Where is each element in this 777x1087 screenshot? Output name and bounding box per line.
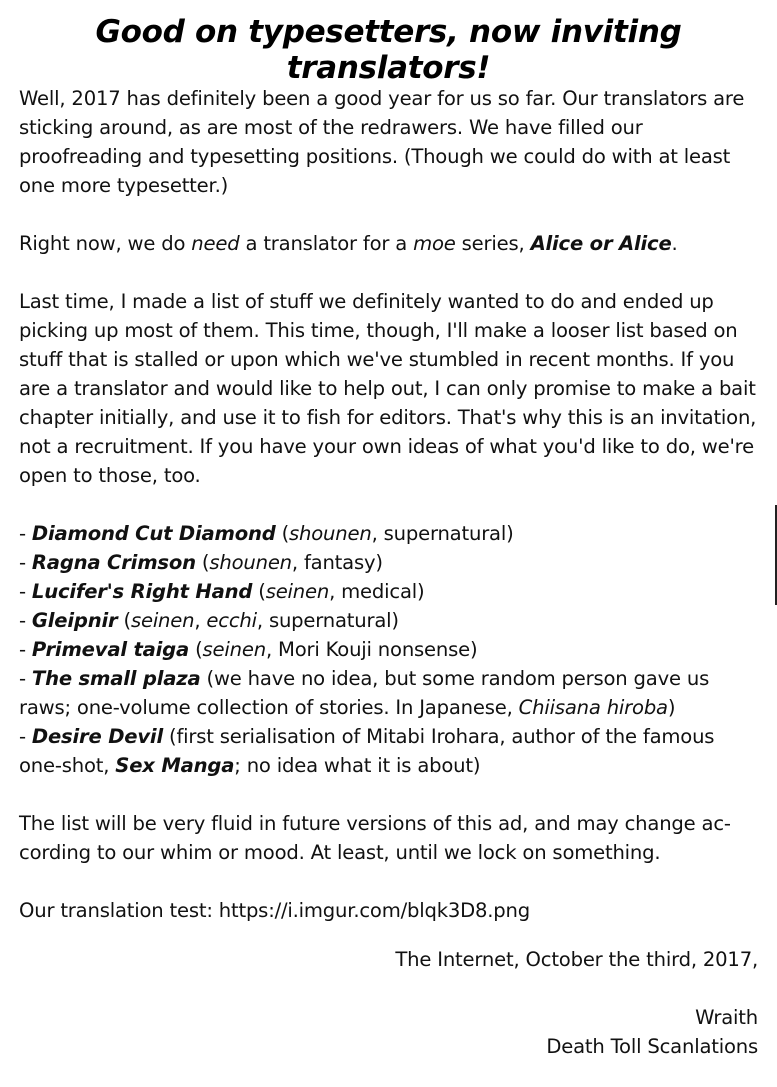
list-item: - Lucifer's Right Hand (seinen, medical): [19, 580, 425, 603]
paragraph-fluid: The list will be very fluid in future versions of this ad, and may change ac- cording to our whim or mood. At least, until we lock on something.: [19, 812, 731, 864]
list-item: - Desire Devil (first serialisation of Mitabi Irohara, author of the famous one-shot, Sex Manga; no idea what it is about): [19, 725, 715, 777]
place-date: The Internet, October the third, 2017,: [395, 948, 758, 971]
body-text: [19, 84, 761, 954]
series-title: Lucifer's Right Hand: [31, 580, 253, 603]
series-title: Ragna Crimson: [31, 551, 196, 574]
paragraph-intro: Well, 2017 has definitely been a good year for us so far. Our translators are sticking around, as are most of the redrawers. We have filled our proofreading and typesetting positions. (Though we could do with at least one more typesetter.): [19, 87, 745, 197]
series-list: [19, 519, 761, 780]
series-title: Alice or Alice: [530, 232, 672, 255]
list-item: - Ragna Crimson (shounen, fantasy): [19, 551, 383, 574]
page-title: Good on typesetters, now inviting translators!: [95, 14, 682, 86]
signature-group: Death Toll Scanlations: [546, 1035, 758, 1058]
paragraph-need: Right now, we do need a translator for a moe series, Alice or Alice.: [19, 232, 678, 255]
signature-name: Wraith: [695, 1006, 758, 1029]
closing-block: [395, 945, 758, 1061]
list-item: - Primeval taiga (seinen, Mori Kouji nonsense): [19, 638, 478, 661]
series-title: The small plaza: [31, 667, 201, 690]
paragraph-test-link: Our translation test: https://i.imgur.com/blqk3D8.png: [19, 899, 530, 922]
list-item: - Diamond Cut Diamond (shounen, supernatural): [19, 522, 514, 545]
paragraph-plan: Last time, I made a list of stuff we definitely wanted to do and ended up picking up most of them. This time, though, I'll make a looser list based on stuff that is stalled or upon which we've stumbled in recent months. If you are a translator and would like to help out, I can only promise to make a bait chapter initially, and use it to fish for editors. That's why this is an invitation, not a recruitment. If you have your own ideas of what you'd like to do, we're open to those, too.: [19, 290, 757, 487]
series-title: Desire Devil: [31, 725, 163, 748]
list-item: - The small plaza (we have no idea, but some random person gave us raws; one-volume collection of stories. In Japanese, Chiisana hiroba): [19, 667, 710, 719]
list-item: - Gleipnir (seinen, ecchi, supernatural): [19, 609, 399, 632]
series-title: Gleipnir: [31, 609, 118, 632]
series-title: Primeval taiga: [31, 638, 190, 661]
series-title: Diamond Cut Diamond: [31, 522, 276, 545]
